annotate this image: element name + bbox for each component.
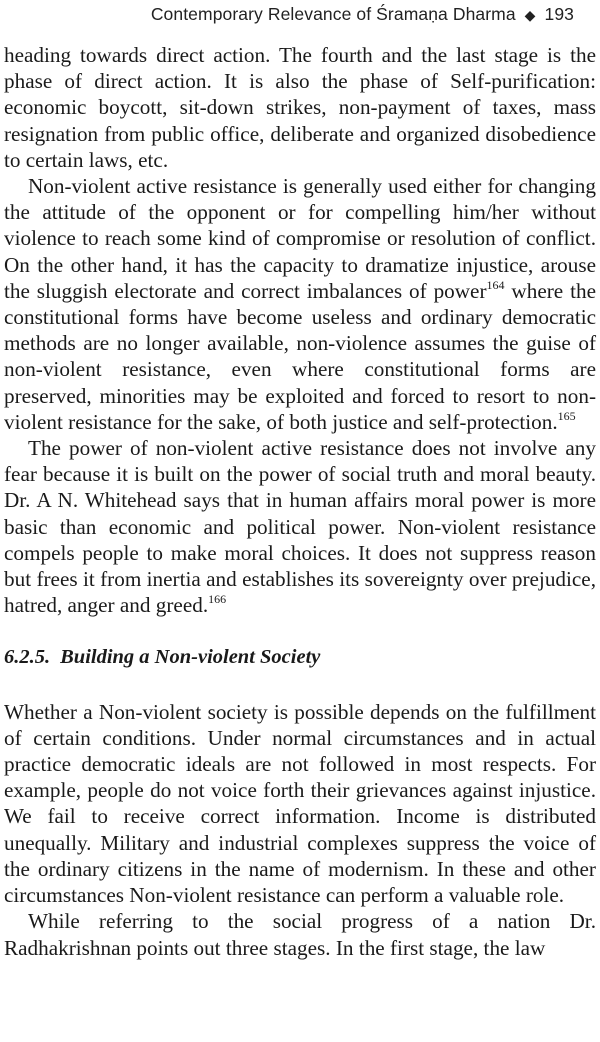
section-number: 6.2.5. [4, 646, 51, 669]
page-number: 193 [544, 4, 574, 24]
paragraph-nonviolent-society [4, 699, 596, 909]
paragraph-nonviolent-resistance [4, 173, 596, 435]
diamond-separator-icon: ◆ [524, 7, 536, 23]
paragraph-text: heading towards direct action. The fourth and the last stage is the phase of direct action. It is also the phase of Self-purification: economic boycott, sit-down strikes, non-payment of taxes, mass resignation from public office, deliberate and organized disobedience to certain laws, etc. [4, 43, 596, 172]
paragraph-text: Whether a Non-violent society is possible depends on the fulfillment of certain conditions. Under normal circumstances and in actual practice democratic ideals are not followed in most respects. For example, people do not voice forth their grievances against injustice. We fail to receive correct information. Income is distributed unequally. Military and industrial complexes suppress the voice of the ordinary citizens in the name of modernism. In these and other circumstances Non-violent resistance can perform a valuable role. [4, 699, 596, 908]
running-header [151, 4, 574, 25]
paragraph-text: where the constitutional forms have become useless and ordinary democratic methods are no longer available, non-violence assumes the guise of non-violent resistance, even where constitutional forms are preserved, minorities may be exploited and forced to resort to non-violent resistance for the sake, of both justice and self-protection. [4, 278, 596, 434]
page-body [4, 42, 596, 961]
section-heading [4, 644, 596, 670]
footnote-ref-164[interactable]: 164 [486, 277, 505, 292]
paragraph-radhakrishnan [4, 908, 596, 960]
paragraph-power-of-resistance [4, 435, 596, 618]
section-title: Building a Non-violent Society [60, 646, 321, 669]
paragraph-text: Non-violent active resistance is generally used either for changing the attitude of the opponent or for compelling him/her without violence to reach some kind of compromise or resolution of conflict. On the other hand, it has the capacity to dramatize injustice, arouse the sluggish electorate and correct imbalances of power [4, 174, 596, 303]
paragraph-text: While referring to the social progress of a nation Dr. Radhakrishnan points out three stages. In the first stage, the law [4, 909, 596, 960]
paragraph-continued [4, 42, 596, 173]
running-title: Contemporary Relevance of Śramaṇa Dharma [150, 4, 516, 24]
footnote-ref-166[interactable]: 166 [208, 592, 227, 607]
paragraph-text: The power of non-violent active resistance does not involve any fear because it is built on the power of social truth and moral beauty. Dr. A N. Whitehead says that in human affairs moral power is more basic than economic and political power. Non-violent resistance compels people to make moral choices. It does not suppress reason but frees it from inertia and establishes its sovereignty over prejudice, hatred, anger and greed. [4, 436, 596, 618]
footnote-ref-165[interactable]: 165 [557, 408, 576, 423]
